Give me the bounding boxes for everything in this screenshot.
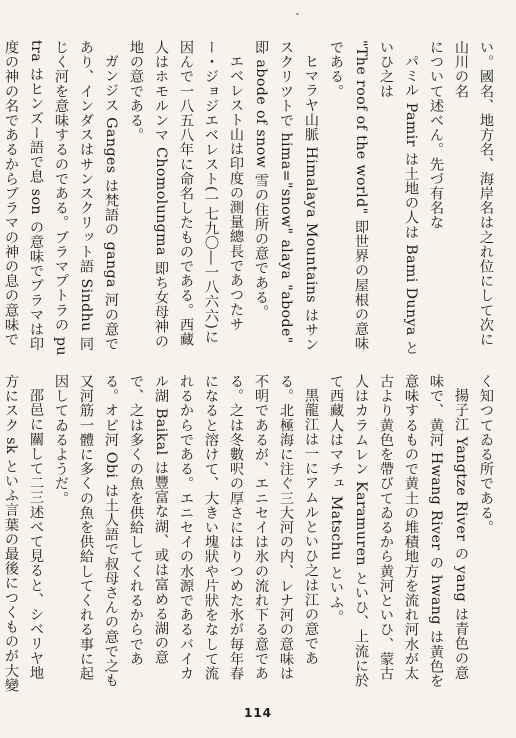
paragraph: く知つてゐる所である。 — [478, 374, 494, 535]
paragraph: ガンジス Ganges は梵語の ganga 河の意であり、インダスはサンスクリット語 Sindhu 同じく河を意味するのである。ブラマプトラの putra はヒンズー語で息 son の意味でブラマは印度の神の名であるからブラマの神の息の意味で — [3, 40, 119, 356]
paragraph: 揚子江 Yangtze River の yang は青色の意味で、黄河 Hwang River の hwang は黄色を意味するもので黄土の堆積地方を流れ河水が太古より黄色を帶びてゐるから黄河といひ、蒙古人はカラムレン Karamuren といひ、上流に於て西藏人はマチュ Matschu といふ。 — [328, 374, 469, 689]
upper-text-block — [3, 40, 498, 358]
paragraph: パミル Pamir は土地の人は Bami Dunya といひ之は — [378, 40, 419, 356]
paragraph: エベレスト山は印度の測量總長であつたサー・ジョジエベレスト(一七九〇―一八六六)に因んで一八五八年に命名したものである。西藏人はホモルンマ Chomolungma 即ち女母神の地の意である。 — [128, 40, 244, 349]
paragraph: 黒龍江は一にアムルといひ之は江の意である。北極海に注ぐ三大河の内、レナ河の意味は不明であるが、エニセイは氷の流れ下る意である。之は冬數呎の厚さにはりつめた氷が毎年春になると溶けて、大きい塊狀や片狀をなして流れるからである。エニセイの水源であるバイカル湖 Baikal は豐富な湖、或は富める湖の意で、之は多くの魚を供給してくれるからである。オビ河 Obi は土人語で叔母さんの意で之も又河筋一體に多くの魚を供給してくれる事に起因してゐるようだ。 — [53, 374, 319, 688]
lower-text-block — [3, 374, 498, 694]
paragraph: い。國名、地方名、海岸名は之れ位にして次に山川の名 — [453, 40, 494, 347]
top-mark: ⌄ — [294, 8, 301, 17]
upper-vertical-text — [3, 40, 498, 358]
paragraph: 邵邑に關して二三述べて見ると、シベリヤ地方にスク sk といふ言葉の最後につくものが大變 — [3, 374, 44, 693]
paragraph: について述べん。先づ有名な — [428, 40, 444, 230]
paragraph: ヒマラヤ山脈 Himalaya Mountains はサンスクリツトで hima="snow" alaya "abode" 即 abode of snow 雪の住所の意である。 — [253, 40, 319, 352]
paragraph: "The roof of the world" 即世界の屋根の意味である。 — [328, 40, 369, 351]
page-number: 114 — [243, 706, 273, 720]
lower-vertical-text — [3, 374, 498, 694]
